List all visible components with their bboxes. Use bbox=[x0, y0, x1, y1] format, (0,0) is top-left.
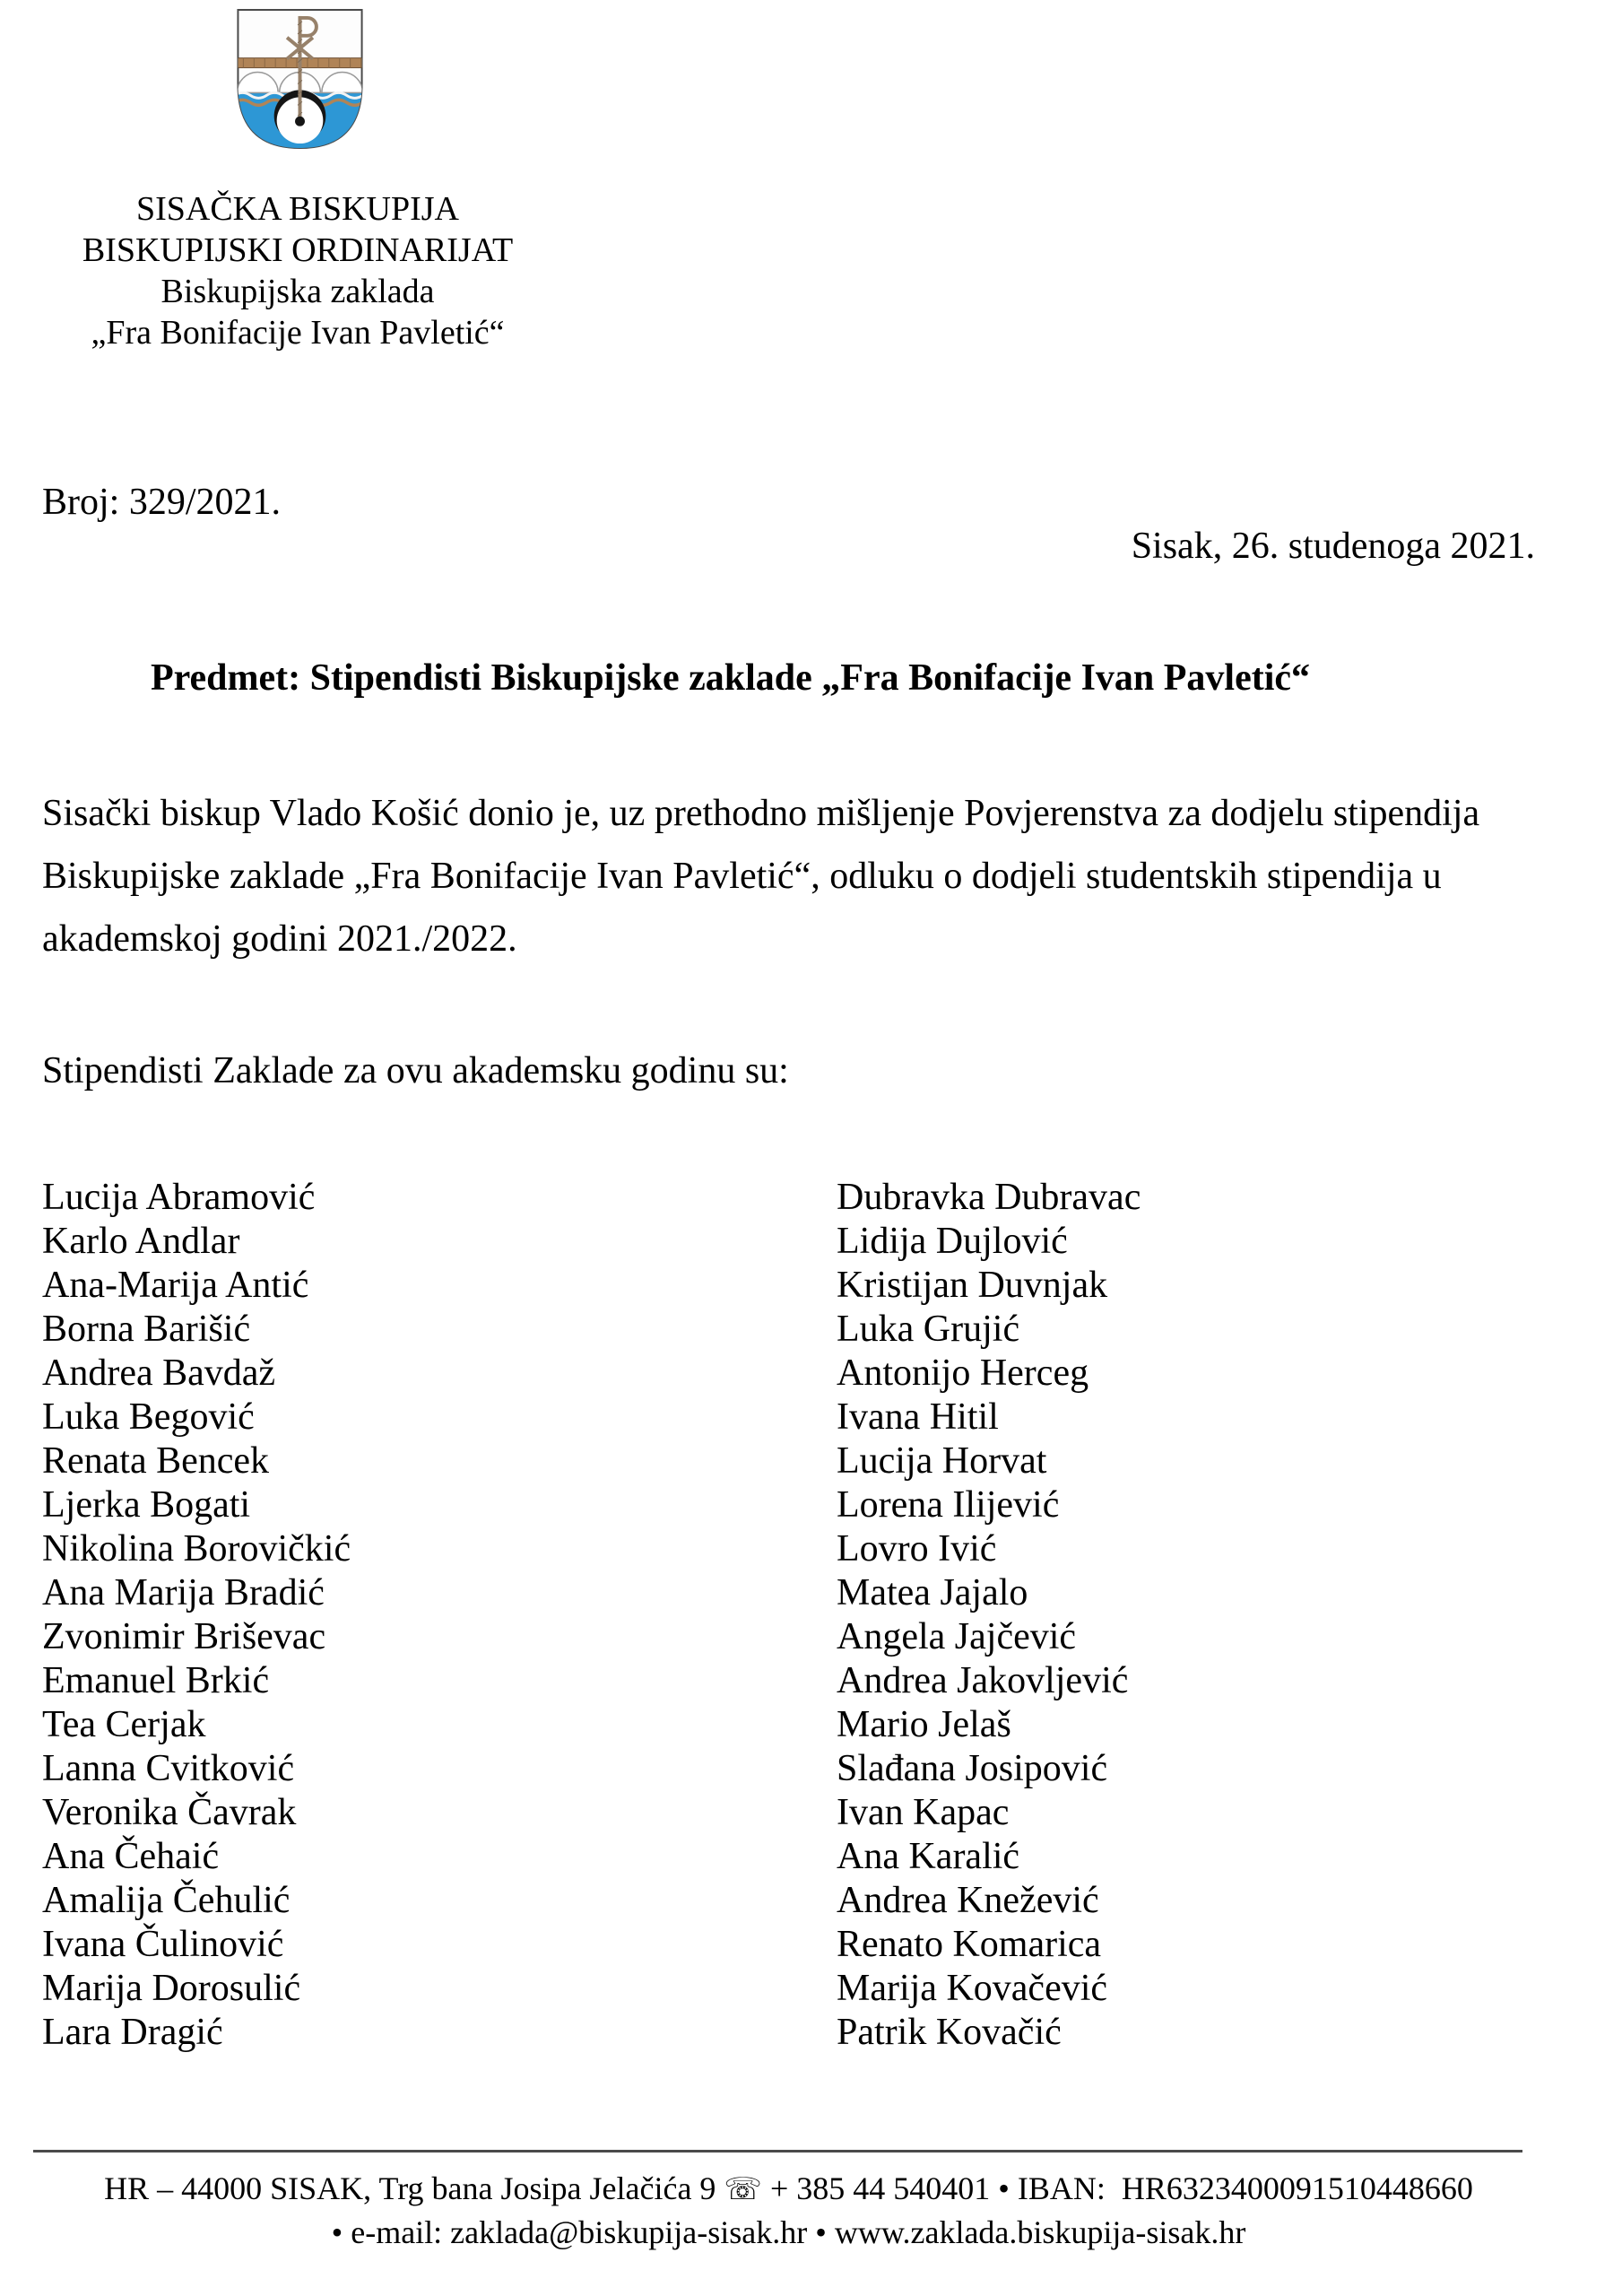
scholar-name: Lanna Cvitković bbox=[42, 1748, 295, 1789]
scholar-name: Luka Grujić bbox=[837, 1309, 1020, 1350]
scholar-name: Ana Marija Bradić bbox=[42, 1572, 325, 1613]
org-header-line: BISKUPIJSKI ORDINARIJAT bbox=[82, 231, 514, 269]
scholar-name: Lidija Dujlović bbox=[837, 1221, 1068, 1262]
scholar-name: Lara Dragić bbox=[42, 2012, 223, 2053]
scholar-name: Amalija Čehulić bbox=[42, 1880, 291, 1921]
scholar-name: Ana-Marija Antić bbox=[42, 1265, 309, 1306]
scholar-name: Lovro Ivić bbox=[837, 1528, 997, 1570]
scholar-name: Patrik Kovačić bbox=[837, 2012, 1062, 2053]
scholar-name: Renata Bencek bbox=[42, 1440, 270, 1482]
footer-address-text: HR – 44000 SISAK, Trg bana Josipa Jelačića 9 bbox=[104, 2170, 724, 2206]
scholar-name: Borna Barišić bbox=[42, 1309, 251, 1350]
scholar-name: Angela Jajčević bbox=[837, 1616, 1077, 1657]
footer-address-line bbox=[42, 2167, 1535, 2211]
scholar-name: Tea Cerjak bbox=[42, 1704, 206, 1745]
reference-number: Broj: 329/2021. bbox=[42, 482, 282, 523]
scholar-name: Andrea Bavdaž bbox=[42, 1352, 276, 1394]
body-paragraph-line: akademskoj godini 2021./2022. bbox=[42, 918, 517, 960]
scholar-name: Dubravka Dubravac bbox=[837, 1177, 1141, 1218]
body-paragraph bbox=[42, 782, 1566, 970]
list-intro: Stipendisti Zaklade za ovu akademsku godinu su: bbox=[42, 1050, 789, 1091]
scholar-name: Ivana Hitil bbox=[837, 1396, 999, 1438]
scholar-name: Ana Karalić bbox=[837, 1836, 1020, 1877]
scholar-name: Karlo Andlar bbox=[42, 1221, 240, 1262]
phone-icon: ☏ bbox=[724, 2171, 762, 2207]
diocese-crest-icon bbox=[234, 7, 366, 152]
scholar-name: Lucija Horvat bbox=[837, 1440, 1047, 1482]
scholar-name: Lucija Abramović bbox=[42, 1177, 316, 1218]
scholar-name: Nikolina Borovičkić bbox=[42, 1528, 351, 1570]
scholar-name: Ivan Kapac bbox=[837, 1792, 1010, 1833]
scholar-name: Mario Jelaš bbox=[837, 1704, 1011, 1745]
subject-line: Predmet: Stipendisti Biskupijske zaklade „Fra Bonifacije Ivan Pavletić“ bbox=[151, 657, 1311, 699]
footer-phone-iban-text: + 385 44 540401 • IBAN: HR6323400091510448660 bbox=[761, 2170, 1473, 2206]
scholar-name: Emanuel Brkić bbox=[42, 1660, 270, 1701]
scholar-name: Matea Jajalo bbox=[837, 1572, 1028, 1613]
scholar-name: Ana Čehaić bbox=[42, 1836, 220, 1877]
scholars-column-right bbox=[837, 1176, 1141, 2055]
scholar-name: Renato Komarica bbox=[837, 1924, 1102, 1965]
scholars-column-left bbox=[42, 1176, 351, 2055]
scholar-name: Veronika Čavrak bbox=[42, 1792, 297, 1833]
scholar-name: Antonijo Herceg bbox=[837, 1352, 1089, 1394]
scholar-name: Marija Dorosulić bbox=[42, 1968, 301, 2009]
scholar-name: Andrea Jakovljević bbox=[837, 1660, 1129, 1701]
body-paragraph-line: Biskupijske zaklade „Fra Bonifacije Ivan Pavletić“, odluku o dodjeli studentskih stipendija u bbox=[42, 856, 1442, 897]
scholar-name: Ljerka Bogati bbox=[42, 1484, 251, 1526]
org-header-line: SISAČKA BISKUPIJA bbox=[135, 190, 460, 228]
footer-contact-line: • e-mail: zaklada@biskupija-sisak.hr • www.zaklada.biskupija-sisak.hr bbox=[331, 2214, 1246, 2250]
scholar-name: Slađana Josipović bbox=[837, 1748, 1108, 1789]
scholar-name: Lorena Ilijević bbox=[837, 1484, 1060, 1526]
scholar-name: Luka Begović bbox=[42, 1396, 255, 1438]
crest-svg bbox=[234, 7, 366, 152]
org-header bbox=[42, 188, 553, 353]
org-header-line: Biskupijska zaklada bbox=[160, 273, 435, 310]
scholar-name: Zvonimir Briševac bbox=[42, 1616, 326, 1657]
scholar-name: Kristijan Duvnjak bbox=[837, 1265, 1108, 1306]
footer-divider bbox=[33, 2150, 1522, 2152]
footer bbox=[42, 2167, 1535, 2254]
place-and-date: Sisak, 26. studenoga 2021. bbox=[1131, 526, 1535, 567]
org-header-line: „Fra Bonifacije Ivan Pavletić“ bbox=[91, 314, 505, 352]
scholar-name: Andrea Knežević bbox=[837, 1880, 1099, 1921]
scholar-name: Marija Kovačević bbox=[837, 1968, 1108, 2009]
scholar-name: Ivana Čulinović bbox=[42, 1924, 284, 1965]
body-paragraph-line: Sisački biskup Vlado Košić donio je, uz prethodno mišljenje Povjerenstva za dodjelu stipendija bbox=[42, 793, 1480, 834]
